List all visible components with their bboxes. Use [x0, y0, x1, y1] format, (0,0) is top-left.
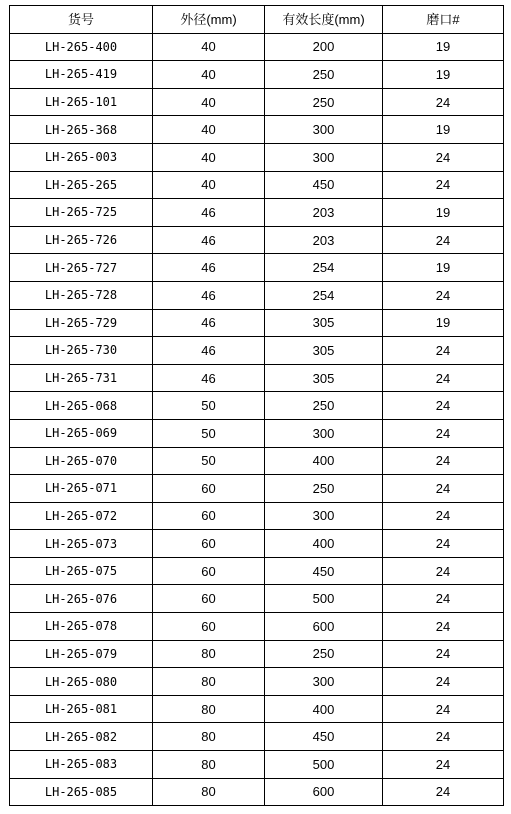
- item-number-cell: LH-265-072: [10, 502, 153, 530]
- joint-size-cell: 24: [383, 337, 504, 365]
- outer-diameter-cell: 50: [153, 447, 265, 475]
- outer-diameter-cell: 40: [153, 33, 265, 61]
- joint-size-cell: 19: [383, 61, 504, 89]
- outer-diameter-cell: 80: [153, 723, 265, 751]
- table-row: [10, 751, 504, 779]
- outer-diameter-cell: 46: [153, 309, 265, 337]
- table-row: [10, 337, 504, 365]
- table-row: [10, 309, 504, 337]
- joint-size-cell: 24: [383, 668, 504, 696]
- table-row: [10, 392, 504, 420]
- outer-diameter-cell: 60: [153, 475, 265, 503]
- effective-length-cell: 400: [265, 530, 383, 558]
- outer-diameter-cell: 40: [153, 61, 265, 89]
- outer-diameter-cell: 60: [153, 585, 265, 613]
- joint-size-cell: 24: [383, 695, 504, 723]
- item-number-cell: LH-265-079: [10, 640, 153, 668]
- table-row: [10, 475, 504, 503]
- outer-diameter-cell: 46: [153, 337, 265, 365]
- outer-diameter-cell: 80: [153, 751, 265, 779]
- item-number-cell: LH-265-081: [10, 695, 153, 723]
- spec-table-container: [9, 5, 504, 806]
- effective-length-cell: 300: [265, 116, 383, 144]
- effective-length-cell: 200: [265, 33, 383, 61]
- item-number-cell: LH-265-400: [10, 33, 153, 61]
- effective-length-cell: 450: [265, 171, 383, 199]
- joint-size-cell: 24: [383, 143, 504, 171]
- joint-size-cell: 19: [383, 116, 504, 144]
- table-row: [10, 61, 504, 89]
- effective-length-cell: 400: [265, 447, 383, 475]
- outer-diameter-cell: 60: [153, 613, 265, 641]
- joint-size-cell: 24: [383, 613, 504, 641]
- joint-size-cell: 24: [383, 640, 504, 668]
- joint-size-cell: 24: [383, 392, 504, 420]
- effective-length-cell: 500: [265, 751, 383, 779]
- outer-diameter-cell: 60: [153, 502, 265, 530]
- effective-length-cell: 300: [265, 502, 383, 530]
- item-number-cell: LH-265-419: [10, 61, 153, 89]
- item-number-cell: LH-265-069: [10, 419, 153, 447]
- header-row: [10, 6, 504, 34]
- item-number-cell: LH-265-726: [10, 226, 153, 254]
- item-number-cell: LH-265-075: [10, 557, 153, 585]
- table-row: [10, 613, 504, 641]
- item-number-cell: LH-265-101: [10, 88, 153, 116]
- effective-length-cell: 203: [265, 199, 383, 227]
- table-row: [10, 668, 504, 696]
- effective-length-cell: 203: [265, 226, 383, 254]
- joint-size-cell: 24: [383, 364, 504, 392]
- outer-diameter-cell: 46: [153, 199, 265, 227]
- header-joint-size: 磨口#: [383, 6, 504, 34]
- joint-size-cell: 24: [383, 475, 504, 503]
- item-number-cell: LH-265-729: [10, 309, 153, 337]
- joint-size-cell: 19: [383, 254, 504, 282]
- table-row: [10, 447, 504, 475]
- effective-length-cell: 300: [265, 143, 383, 171]
- effective-length-cell: 250: [265, 61, 383, 89]
- joint-size-cell: 24: [383, 226, 504, 254]
- outer-diameter-cell: 46: [153, 254, 265, 282]
- joint-size-cell: 19: [383, 33, 504, 61]
- effective-length-cell: 450: [265, 557, 383, 585]
- outer-diameter-cell: 40: [153, 88, 265, 116]
- joint-size-cell: 24: [383, 751, 504, 779]
- outer-diameter-cell: 80: [153, 695, 265, 723]
- table-row: [10, 199, 504, 227]
- outer-diameter-cell: 80: [153, 778, 265, 806]
- item-number-cell: LH-265-080: [10, 668, 153, 696]
- outer-diameter-cell: 80: [153, 640, 265, 668]
- effective-length-cell: 305: [265, 309, 383, 337]
- item-number-cell: LH-265-073: [10, 530, 153, 558]
- effective-length-cell: 450: [265, 723, 383, 751]
- joint-size-cell: 24: [383, 530, 504, 558]
- outer-diameter-cell: 50: [153, 419, 265, 447]
- joint-size-cell: 19: [383, 309, 504, 337]
- table-row: [10, 254, 504, 282]
- item-number-cell: LH-265-003: [10, 143, 153, 171]
- outer-diameter-cell: 50: [153, 392, 265, 420]
- table-row: [10, 171, 504, 199]
- outer-diameter-cell: 60: [153, 557, 265, 585]
- joint-size-cell: 24: [383, 281, 504, 309]
- joint-size-cell: 24: [383, 723, 504, 751]
- outer-diameter-cell: 40: [153, 171, 265, 199]
- item-number-cell: LH-265-368: [10, 116, 153, 144]
- joint-size-cell: 24: [383, 778, 504, 806]
- table-row: [10, 419, 504, 447]
- item-number-cell: LH-265-731: [10, 364, 153, 392]
- header-item-number: 货号: [10, 6, 153, 34]
- item-number-cell: LH-265-730: [10, 337, 153, 365]
- item-number-cell: LH-265-725: [10, 199, 153, 227]
- outer-diameter-cell: 40: [153, 143, 265, 171]
- item-number-cell: LH-265-265: [10, 171, 153, 199]
- table-row: [10, 557, 504, 585]
- joint-size-cell: 24: [383, 557, 504, 585]
- joint-size-cell: 24: [383, 447, 504, 475]
- joint-size-cell: 24: [383, 585, 504, 613]
- table-header: [10, 6, 504, 34]
- joint-size-cell: 24: [383, 502, 504, 530]
- outer-diameter-cell: 46: [153, 364, 265, 392]
- item-number-cell: LH-265-076: [10, 585, 153, 613]
- joint-size-cell: 24: [383, 171, 504, 199]
- spec-table: [9, 5, 504, 806]
- table-row: [10, 364, 504, 392]
- table-row: [10, 502, 504, 530]
- item-number-cell: LH-265-070: [10, 447, 153, 475]
- table-row: [10, 585, 504, 613]
- item-number-cell: LH-265-085: [10, 778, 153, 806]
- joint-size-cell: 24: [383, 419, 504, 447]
- effective-length-cell: 600: [265, 778, 383, 806]
- table-row: [10, 88, 504, 116]
- effective-length-cell: 250: [265, 88, 383, 116]
- item-number-cell: LH-265-071: [10, 475, 153, 503]
- table-row: [10, 33, 504, 61]
- table-row: [10, 778, 504, 806]
- table-row: [10, 723, 504, 751]
- joint-size-cell: 19: [383, 199, 504, 227]
- effective-length-cell: 250: [265, 640, 383, 668]
- effective-length-cell: 400: [265, 695, 383, 723]
- outer-diameter-cell: 46: [153, 226, 265, 254]
- table-row: [10, 226, 504, 254]
- joint-size-cell: 24: [383, 88, 504, 116]
- item-number-cell: LH-265-727: [10, 254, 153, 282]
- table-row: [10, 530, 504, 558]
- item-number-cell: LH-265-728: [10, 281, 153, 309]
- effective-length-cell: 305: [265, 337, 383, 365]
- outer-diameter-cell: 46: [153, 281, 265, 309]
- header-outer-diameter: 外径(mm): [153, 6, 265, 34]
- table-body: [10, 33, 504, 806]
- table-row: [10, 143, 504, 171]
- effective-length-cell: 250: [265, 475, 383, 503]
- effective-length-cell: 300: [265, 668, 383, 696]
- item-number-cell: LH-265-083: [10, 751, 153, 779]
- table-row: [10, 695, 504, 723]
- table-row: [10, 116, 504, 144]
- effective-length-cell: 600: [265, 613, 383, 641]
- item-number-cell: LH-265-082: [10, 723, 153, 751]
- table-row: [10, 281, 504, 309]
- effective-length-cell: 254: [265, 281, 383, 309]
- item-number-cell: LH-265-068: [10, 392, 153, 420]
- effective-length-cell: 305: [265, 364, 383, 392]
- outer-diameter-cell: 80: [153, 668, 265, 696]
- effective-length-cell: 500: [265, 585, 383, 613]
- table-row: [10, 640, 504, 668]
- effective-length-cell: 254: [265, 254, 383, 282]
- item-number-cell: LH-265-078: [10, 613, 153, 641]
- header-effective-length: 有效长度(mm): [265, 6, 383, 34]
- effective-length-cell: 300: [265, 419, 383, 447]
- outer-diameter-cell: 60: [153, 530, 265, 558]
- outer-diameter-cell: 40: [153, 116, 265, 144]
- effective-length-cell: 250: [265, 392, 383, 420]
